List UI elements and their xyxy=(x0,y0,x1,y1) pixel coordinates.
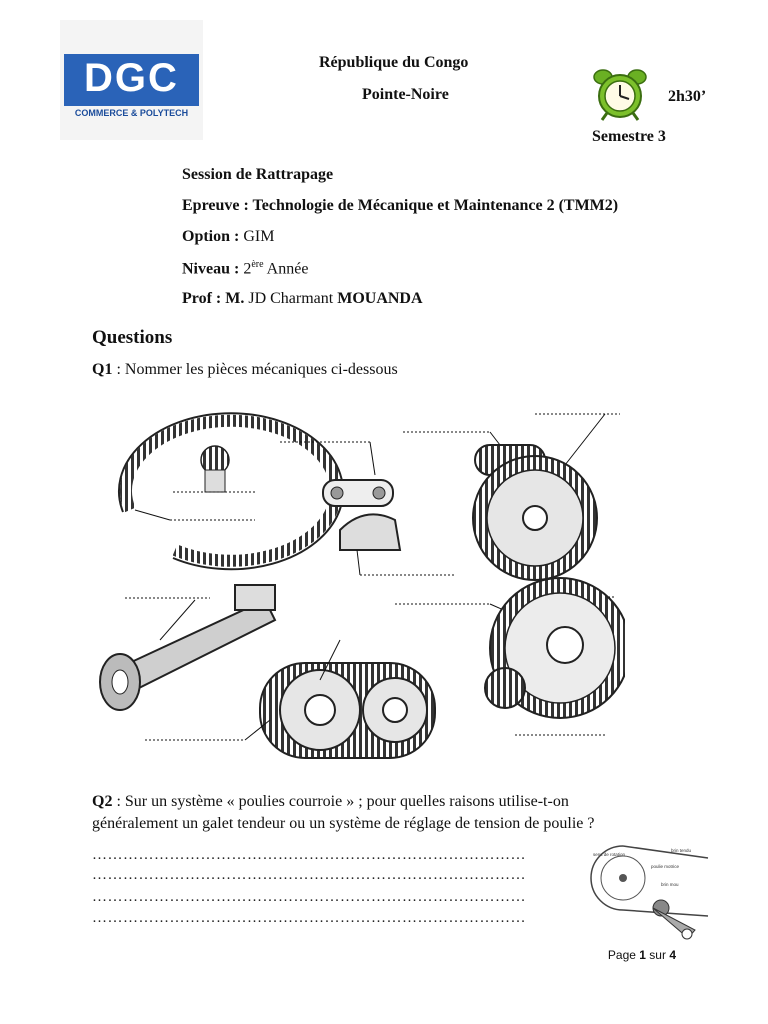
semester-label: Semestre 3 xyxy=(592,128,666,145)
exam-duration: 2h30’ xyxy=(668,88,707,105)
page-prefix: Page xyxy=(607,948,640,962)
worm-gear-drawing xyxy=(403,414,620,580)
session-line xyxy=(182,166,333,184)
niveau-number: 2 xyxy=(243,260,252,278)
option-value: GIM xyxy=(243,228,275,245)
alarm-clock-icon xyxy=(590,66,652,122)
epreuve-value: Technologie de Mécanique et Maintenance 2 (TMM2) xyxy=(252,197,619,214)
prof-label: Prof : M. xyxy=(182,290,245,307)
prof-line xyxy=(182,290,423,308)
logo-brand-block xyxy=(64,54,199,106)
niveau-rest: Année xyxy=(263,260,309,278)
q2-line-2: généralement un galet tendeur ou un système de réglage de tension de poulie ? xyxy=(92,815,595,832)
belt-tensioner-diagram xyxy=(583,838,713,948)
answer-line-1[interactable]: ………………………………………………………………………… xyxy=(92,847,526,863)
option-line xyxy=(182,228,274,246)
q1-text: : Nommer les pièces mécaniques ci-dessous xyxy=(112,361,398,378)
school-logo xyxy=(60,20,203,140)
q1-line xyxy=(92,361,398,379)
session-text: Session de Rattrapage xyxy=(182,166,334,183)
questions-title: Questions xyxy=(92,327,173,348)
epreuve-label: Epreuve : xyxy=(182,197,253,214)
prof-name: JD Charmant xyxy=(244,290,338,307)
cardan-shaft-drawing xyxy=(100,585,275,710)
chain-drawing xyxy=(280,442,455,575)
niveau-superscript: ère xyxy=(251,259,264,270)
answer-line-2[interactable]: ………………………………………………………………………… xyxy=(92,867,526,883)
inset-label-poulie-motrice: poulie motrice xyxy=(651,864,680,869)
epreuve-line xyxy=(182,197,618,215)
page-total: 4 xyxy=(669,948,676,962)
mechanical-parts-figure xyxy=(95,400,625,775)
inset-label-brin-tendu: brin tendu xyxy=(671,848,692,853)
logo-tagline: COMMERCE & POLYTECH xyxy=(74,108,189,118)
q2-text-1: : Sur un système « poulies courroie » ; pour quelles raisons utilise-t-on xyxy=(112,793,569,810)
answer-line-3[interactable]: ………………………………………………………………………… xyxy=(92,889,526,905)
city-heading: Pointe-Noire xyxy=(362,86,449,103)
niveau-line xyxy=(182,259,308,278)
answer-line-4[interactable]: ………………………………………………………………………… xyxy=(92,910,526,926)
prof-surname: MOUANDA xyxy=(337,290,423,307)
option-label: Option : xyxy=(182,228,244,245)
q2-line-1 xyxy=(92,793,569,811)
internal-gear-drawing xyxy=(119,413,343,569)
inset-label-sens-rotation: sens de rotation xyxy=(593,852,626,857)
page-mid: sur xyxy=(645,948,670,962)
q1-label: Q1 xyxy=(92,361,113,378)
logo-text: DGC xyxy=(84,56,179,100)
q2-label: Q2 xyxy=(92,793,113,810)
page-current: 1 xyxy=(639,948,646,962)
niveau-label: Niveau : xyxy=(182,260,244,278)
page-number xyxy=(608,948,676,962)
country-heading: République du Congo xyxy=(319,54,469,71)
inset-label-brin-mou: brin mou xyxy=(661,882,679,887)
